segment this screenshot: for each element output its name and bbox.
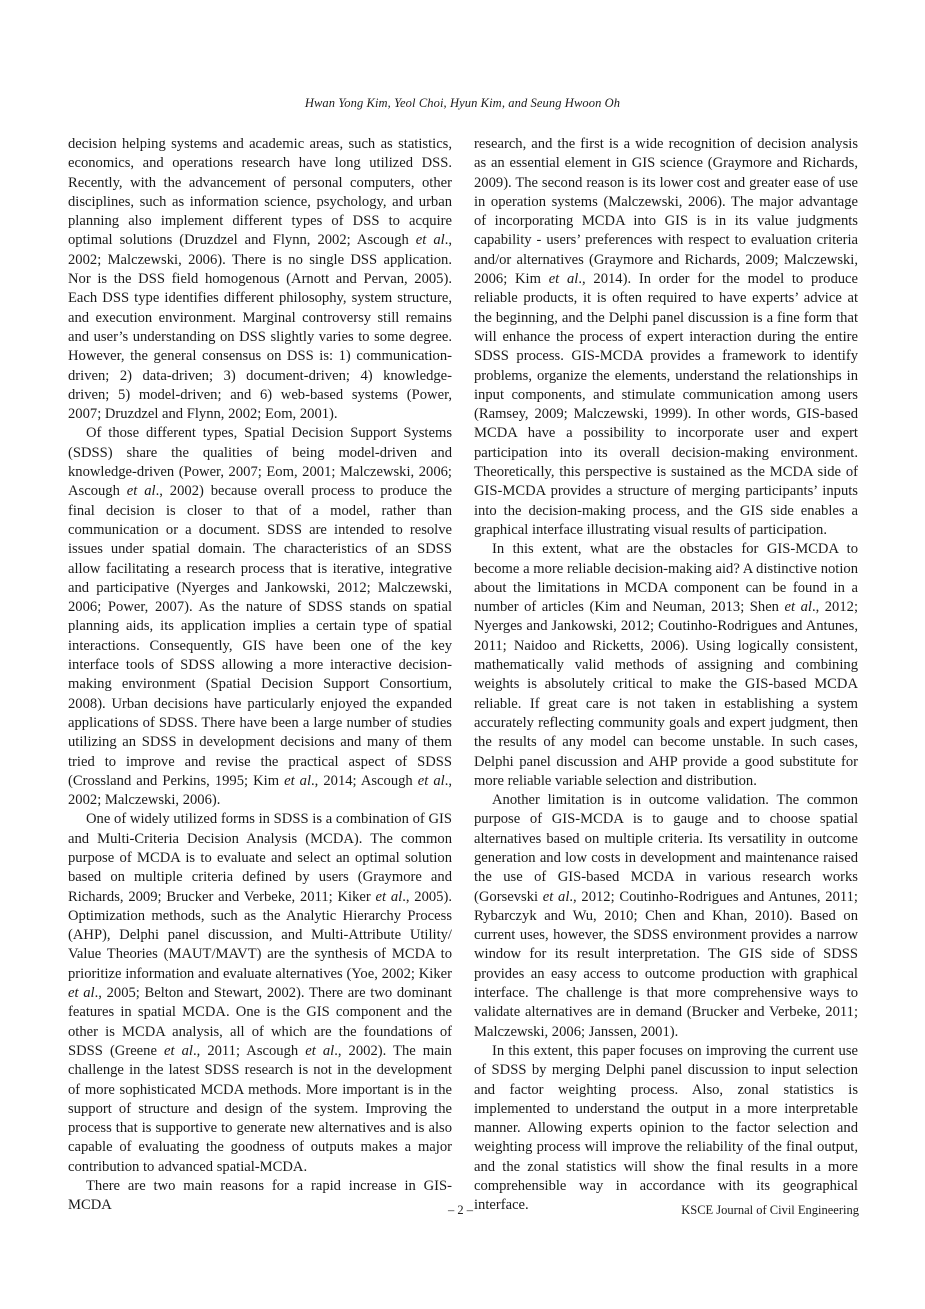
- italic-text: et al: [784, 599, 812, 616]
- italic-text: et al: [548, 271, 579, 288]
- paragraph-text: ., 2002) because overall process to produce the final decision is closer to that of a model, rather than communication or a document. SDSS are intended to resolve issues under spatial domain. The characteristics of an SDSS allow facilitating a research process that is iterative, integrative and participative (Nyerges and Jankowski, 2012; Malczewski, 2006; Power, 2007). As the nature of SDSS stands on spatial planning aids, its application implies a certain type of spatial interactions. Consequently, GIS have been one of the key interface tools of SDSS allowing a more interactive decision-making environment (Spatial Decision Support Consortium, 2008). Urban decisions have particularly enjoyed the expanded applications of SDSS. There have been a large number of studies utilizing an SDSS in development decisions and many of them tried to improve and revise the practical aspect of SDSS (Crossland and Perkins, 1995; Kim: [68, 483, 452, 789]
- italic-text: et al: [68, 985, 95, 1002]
- paragraph-text: ., 2005). Optimization methods, such as the Analytic Hierarchy Process (AHP), Delphi panel discussion, and Multi-Attribute Utility/ Value Theories (MAUT/MAVT) are the synthesis of MCDA to prioritize information and evaluate alternatives (Yoe, 2002; Kiker: [68, 888, 452, 982]
- left-column: [68, 135, 452, 1216]
- body-paragraph: [68, 810, 452, 1177]
- italic-text: et al: [126, 483, 156, 500]
- italic-text: et al: [375, 888, 403, 905]
- italic-text: et al: [542, 888, 570, 905]
- journal-name: KSCE Journal of Civil Engineering: [681, 1203, 859, 1217]
- body-paragraph: [474, 540, 858, 791]
- paragraph-text: ., 2014). In order for the model to produce reliable products, it is often required to have experts’ advice at the beginning, and the Delphi panel discussion is a fine form that will enhance the process of expert interaction during the entire SDSS process. GIS-MCDA provides a framework to identify problems, organize the elements, understand the relationships in input components, and stimulate communication among users (Ramsey, 2009; Malczewski, 1999). In other words, GIS-based MCDA have a possibility to incorporate user and expert participation into its overall decision-making environment. Theoretically, this perspective is sustained as the MCDA side of GIS-MCDA provides a structure of merging participants’ inputs into the decision-making process, and the GIS side enables a graphical interface illustrating visual results of participation.: [474, 271, 858, 538]
- paragraph-text: ., 2012; Coutinho-Rodrigues and Antunes, 2011; Rybarczyk and Wu, 2010; Chen and Khan, 2010). Based on current uses, however, the SDSS environment provides a narrow window for its result interpretation. The GIS side of SDSS provides an easy access to outcome production with graphical interface. The challenge is that more comprehensive ways to validate alternatives are in demand (Brucker and Verbeke, 2011; Malczewski, 2006; Janssen, 2001).: [474, 888, 858, 1040]
- body-paragraph: [68, 424, 452, 810]
- italic-text: et al: [305, 1042, 335, 1059]
- body-paragraph: [474, 791, 858, 1042]
- italic-text: et al: [284, 772, 312, 789]
- right-column: [474, 135, 858, 1216]
- paragraph-text: ., 2002; Malczewski, 2006). There is no single DSS application. Nor is the DSS field homogenous (Arnott and Pervan, 2005). Each DSS type identifies different philosophy, system structure, and execution environment. Marginal controversy still remains and user’s understanding on DSS slightly varies to some degree. However, the general consensus on DSS is: 1) communication-driven; 2) data-driven; 3) document-driven; 4) knowledge-driven; 5) model-driven; and 6) web-based systems (Power, 2007; Druzdzel and Flynn, 2002; Eom, 2001).: [68, 232, 452, 423]
- running-head: Hwan Yong Kim, Yeol Choi, Hyun Kim, and Seung Hwoon Oh: [304, 96, 621, 110]
- paragraph-text: ., 2014; Ascough: [311, 772, 418, 789]
- paragraph-text: ., 2002). The main challenge in the latest SDSS research is not in the development of more sophisticated MCDA methods. More important is in the support of structure and design of the system. Improving the process that is supportive to generate new alternatives and is also capable of evaluating the goodness of outputs makes a major contribution to advanced spatial-MCDA.: [68, 1042, 452, 1175]
- paragraph-text: Of those different types, Spatial Decision Support Systems (SDSS) share the qualities of being model-driven and knowledge-driven (Power, 2007; Eom, 2001; Malczewski, 2006; Ascough: [68, 425, 452, 500]
- paragraph-text: ., 2012; Nyerges and Jankowski, 2012; Coutinho-Rodrigues and Antunes, 2011; Naidoo and Ricketts, 2006). Using logically consistent, mathematically valid methods of assigning and combining weights is absolutely critical to make the GIS-based MCDA reliable. If great care is not taken in establishing a system accurately reflecting community goals and expert judgment, then the results of any model can become unstable. In such cases, Delphi panel discussion and AHP provide a good substitute for more reliable variable selection and distribution.: [474, 599, 859, 789]
- paragraph-text: ., 2002; Malczewski, 2006).: [68, 772, 452, 809]
- paragraph-text: decision helping systems and academic areas, such as statistics, economics, and operations research have long utilized DSS. Recently, with the advancement of personal computers, other disciplines, such as information science, psychology, and urban planning also implement different types of DSS to acquire optimal solutions (Druzdzel and Flynn, 2002; Ascough: [68, 136, 452, 249]
- paragraph-text: research, and the first is a wide recognition of decision analysis as an essential element in GIS science (Graymore and Richards, 2009). The second reason is its lower cost and greater ease of use in operation systems (Malczewski, 2006). The major advantage of incorporating MCDA into GIS is in its value judgments capability - users’ preferences with respect to evaluation criteria and/or alternatives (Graymore and Richards, 2009; Malczewski, 2006; Kim: [474, 136, 858, 288]
- paragraph-text: Another limitation is in outcome validation. The common purpose of GIS-MCDA is to gauge and to choose spatial alternatives based on multiple criteria. Its versatility in outcome generation and low costs in development and maintenance raised the use of GIS-based MCDA in various research works (Gorsevski: [474, 792, 858, 905]
- paragraph-text: There are two main reasons for a rapid increase in GIS-MCDA: [68, 1178, 452, 1214]
- body-paragraph: [68, 1177, 452, 1216]
- paragraph-text: ., 2005; Belton and Stewart, 2002). There are two dominant features in spatial MCDA. One is the GIS component and the other is MCDA analysis, all of which are the foundations of SDSS (Greene: [68, 985, 452, 1059]
- body-paragraph: [68, 135, 452, 424]
- body-paragraph: [474, 135, 858, 540]
- body-paragraph: [474, 1042, 858, 1216]
- paragraph-text: One of widely utilized forms in SDSS is a combination of GIS and Multi-Criteria Decision Analysis (MCDA). The common purpose of MCDA is to evaluate and select an optimal solution based on multiple criteria defined by users (Graymore and Richards, 2009; Brucker and Verbeke, 2011; Kiker: [68, 811, 452, 905]
- paragraph-text: In this extent, what are the obstacles for GIS-MCDA to become a more reliable decision-making aid? A distinctive notion about the limitations in MCDA component can be found in a number of articles (Kim and Neuman, 2013; Shen: [474, 541, 858, 616]
- italic-text: et al: [164, 1042, 193, 1059]
- page-number: – 2 –: [448, 1203, 473, 1217]
- italic-text: et al: [415, 232, 445, 249]
- paragraph-text: In this extent, this paper focuses on improving the current use of SDSS by merging Delphi panel discussion to input selection and factor weighting process. Also, zonal statistics is implemented to understand the output in a more interpretable manner. Allowing experts opinion to the factor selection and weighting process will improve the reliability of the final output, and the zonal statistics will show the final results in a more comprehensible way in accordance with its geographical interface.: [474, 1042, 858, 1214]
- paragraph-text: ., 2011; Ascough: [192, 1042, 306, 1059]
- italic-text: et al: [417, 772, 445, 789]
